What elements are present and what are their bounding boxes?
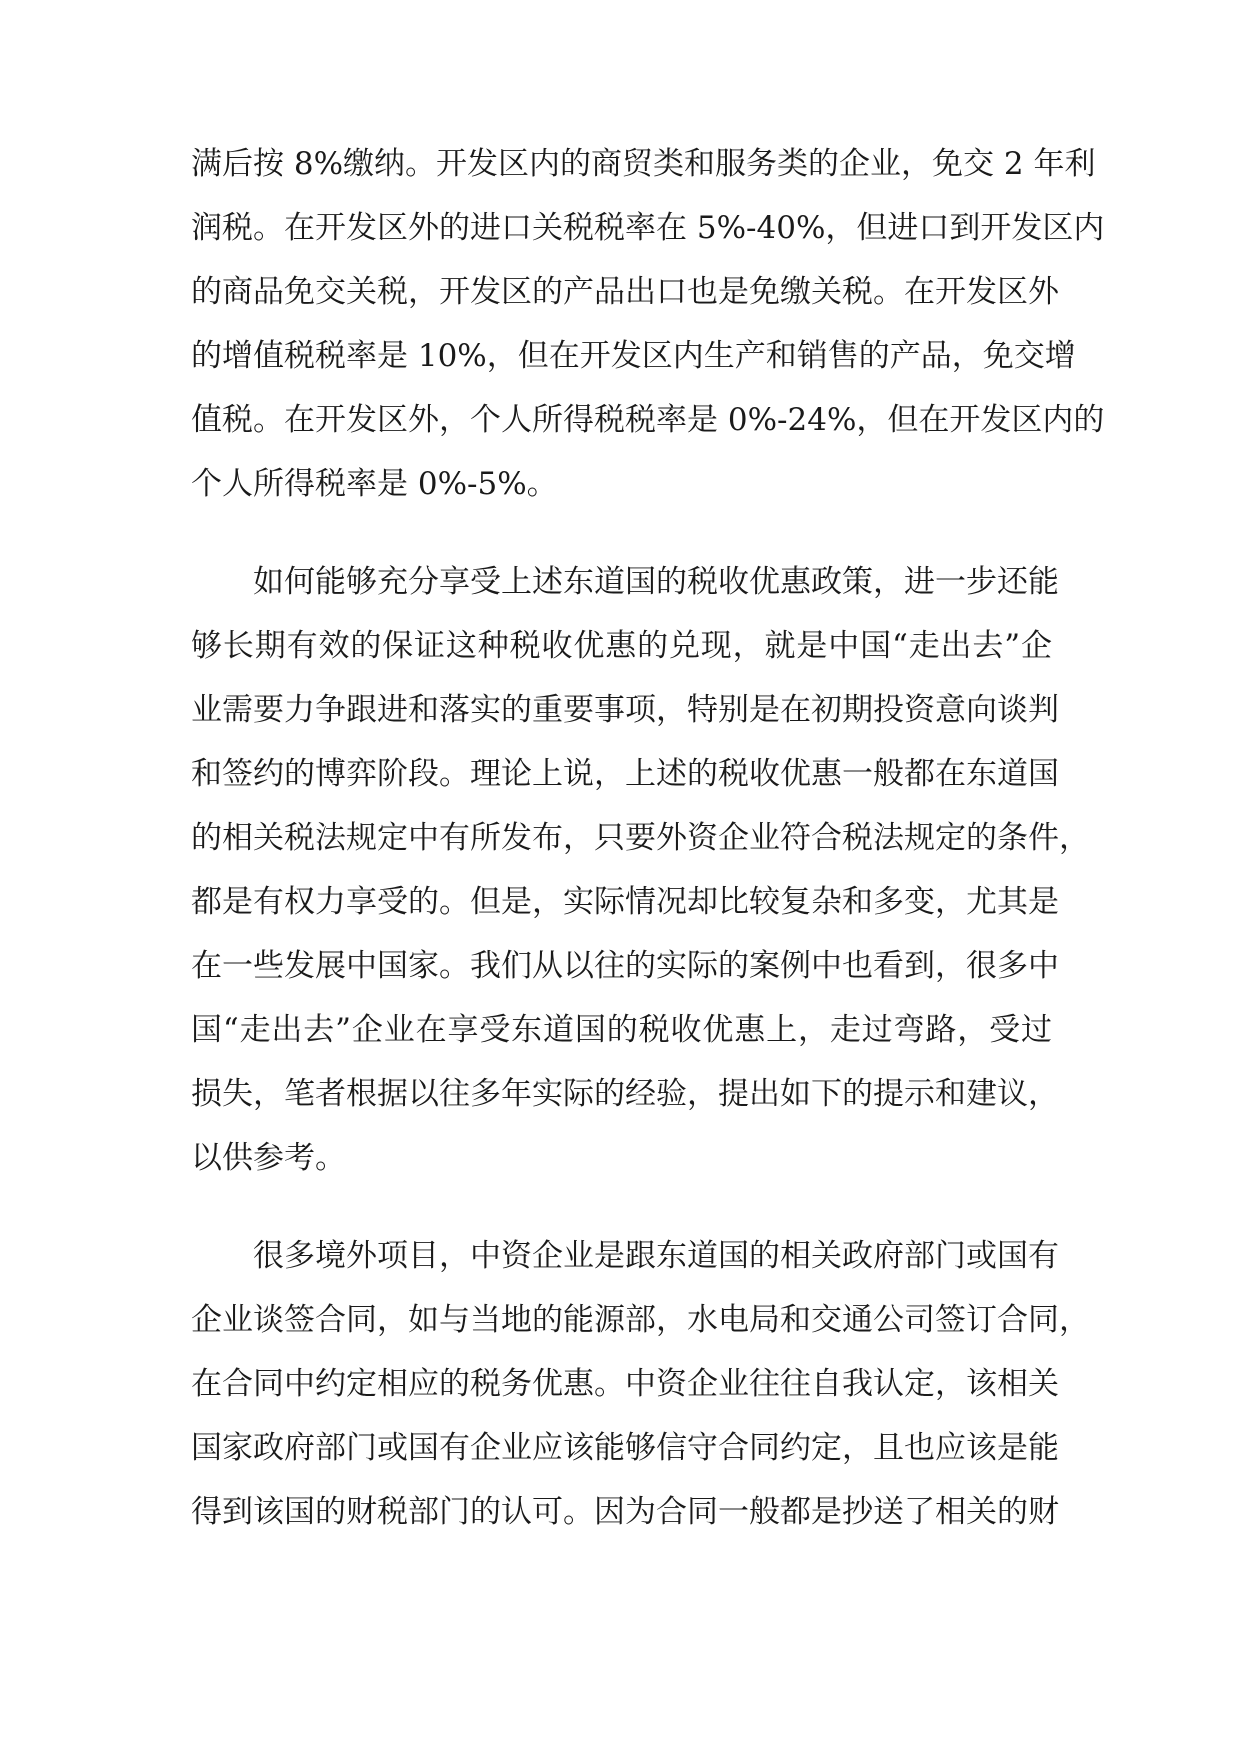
text-line: 值税。在开发区外，个人所得税税率是 0%-24%，但在开发区内的	[191, 402, 1105, 438]
text-line: 的商品免交关税，开发区的产品出口也是免缴关税。在开发区外	[191, 274, 1059, 310]
text-line: 如何能够充分享受上述东道国的税收优惠政策，进一步还能	[191, 564, 1059, 600]
text-line: 润税。在开发区外的进口关税税率在 5%-40%，但进口到开发区内	[191, 210, 1105, 246]
text-line: 很多境外项目，中资企业是跟东道国的相关政府部门或国有	[191, 1238, 1059, 1274]
text-line: 国“走出去”企业在享受东道国的税收优惠上，走过弯路，受过	[191, 1012, 1052, 1048]
text-line: 在一些发展中国家。我们从以往的实际的案例中也看到，很多中	[191, 948, 1059, 984]
text-line: 在合同中约定相应的税务优惠。中资企业往往自我认定，该相关	[191, 1366, 1059, 1402]
text-line: 以供参考。	[191, 1140, 346, 1176]
text-line: 得到该国的财税部门的认可。因为合同一般都是抄送了相关的财	[191, 1494, 1059, 1530]
text-line: 个人所得税率是 0%-5%。	[191, 466, 558, 502]
text-line: 国家政府部门或国有企业应该能够信守合同约定，且也应该是能	[191, 1430, 1059, 1466]
text-line: 损失，笔者根据以往多年实际的经验，提出如下的提示和建议，	[191, 1076, 1059, 1112]
text-line: 够长期有效的保证这种税收优惠的兑现，就是中国“走出去”企	[191, 628, 1052, 664]
text-line: 企业谈签合同，如与当地的能源部，水电局和交通公司签订合同，	[191, 1302, 1090, 1338]
text-line: 和签约的博弈阶段。理论上说，上述的税收优惠一般都在东道国	[191, 756, 1059, 792]
text-line: 都是有权力享受的。但是，实际情况却比较复杂和多变，尤其是	[191, 884, 1059, 920]
text-line: 的相关税法规定中有所发布，只要外资企业符合税法规定的条件，	[191, 820, 1090, 856]
text-line: 业需要力争跟进和落实的重要事项，特别是在初期投资意向谈判	[191, 692, 1059, 728]
text-line: 满后按 8%缴纳。开发区内的商贸类和服务类的企业，免交 2 年利	[191, 146, 1096, 182]
text-line: 的增值税税率是 10%，但在开发区内生产和销售的产品，免交增	[191, 338, 1076, 374]
